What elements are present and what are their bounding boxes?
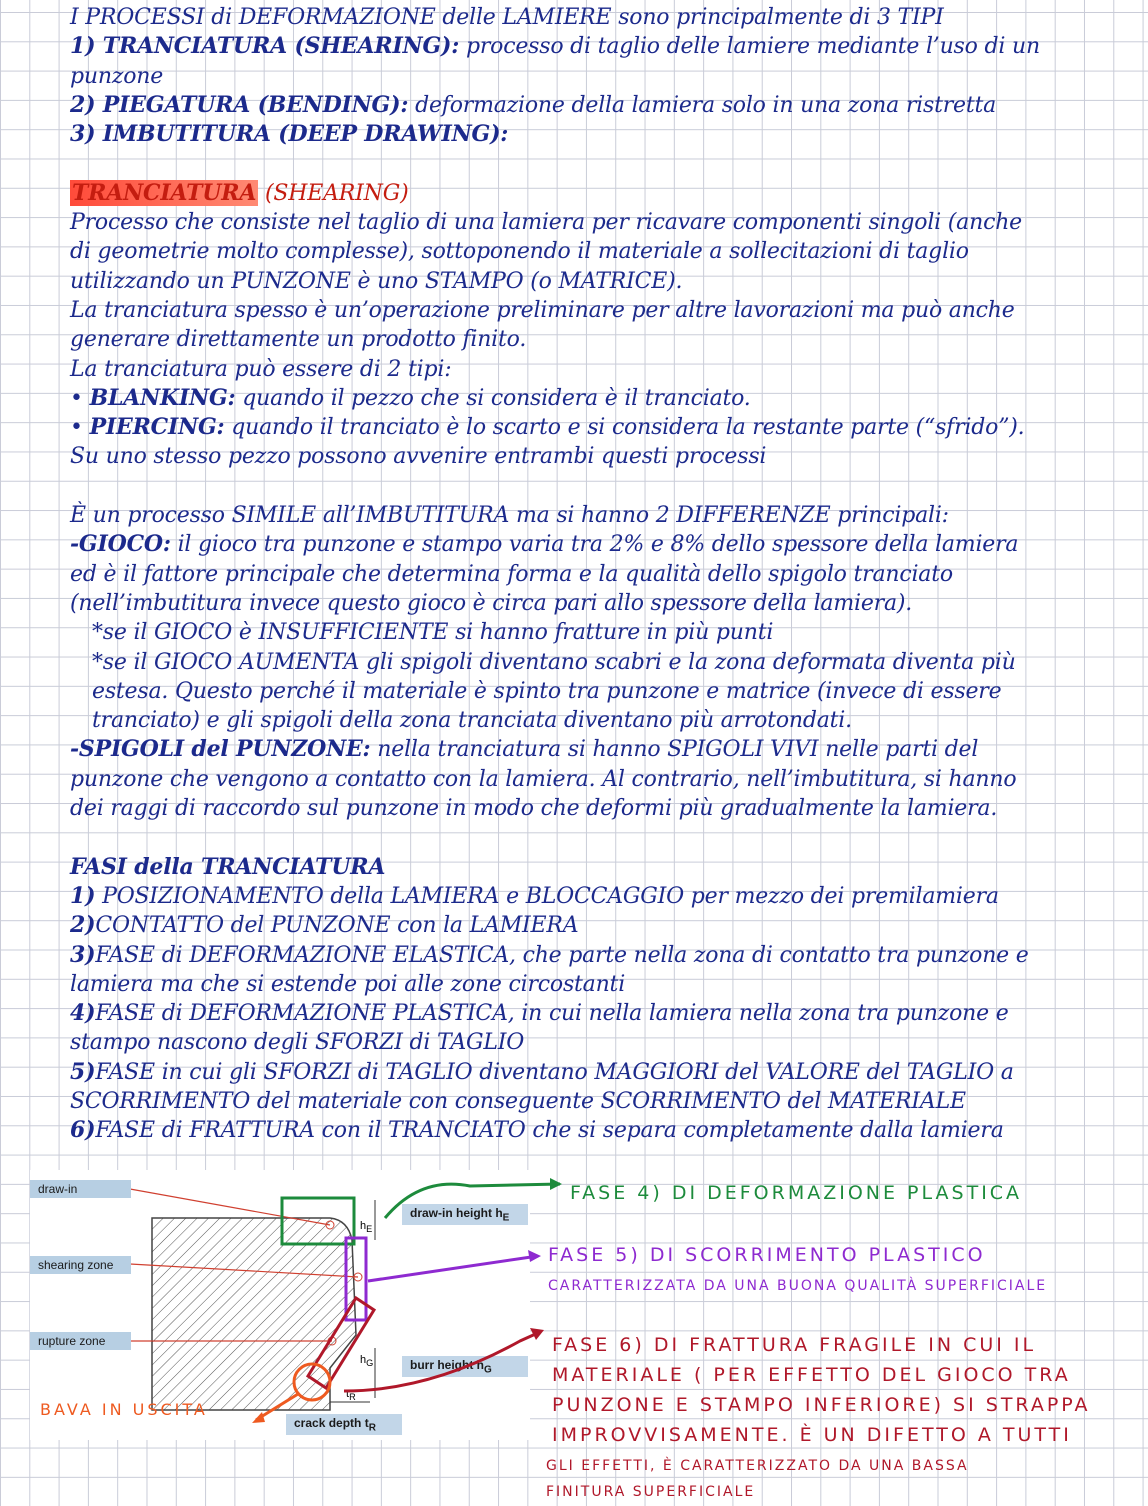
text-line: *se il GIOCO AUMENTA gli spigoli diventano scabri e la zona deformata diventa più xyxy=(92,649,1016,675)
burr-height-label: burr height $h_G$ xyxy=(402,1356,528,1377)
text-line: POSIZIONAMENTO della LAMIERA e BLOCCAGGIO per mezzo dei premilamiera xyxy=(95,883,999,909)
text-line: dei raggi di raccordo sul punzone in modo che deformi più gradualmente la lamiera. xyxy=(70,796,998,822)
text-line: FASE in cui gli SFORZI di TAGLIO diventano MAGGIORI del VALORE del TAGLIO a xyxy=(95,1059,1014,1085)
text-line: SCORRIMENTO del materiale con conseguente SCORRIMENTO del MATERIALE xyxy=(70,1088,966,1114)
intro-title: I PROCESSI di DEFORMAZIONE delle LAMIERE sono principalmente di 3 TIPI xyxy=(70,5,944,30)
bullet-glyph: • xyxy=(70,385,90,411)
blanking-text: quando il pezzo che si considera è il tranciato. xyxy=(235,385,751,411)
text-line: estesa. Questo perché il materiale è spinto tra punzone e matrice (invece di essere xyxy=(92,678,1002,704)
crack-depth-label: crack depth $t_R$ xyxy=(286,1414,402,1435)
note-phase4: FASE 4) DI DEFORMAZIONE PLASTICA xyxy=(570,1182,1023,1204)
type-1-label: 1) TRANCIATURA (SHEARING): xyxy=(70,33,460,60)
intro-line xyxy=(70,3,1130,32)
paragraph-line xyxy=(70,296,1130,325)
type-1 xyxy=(70,32,1130,61)
paragraph-line xyxy=(70,970,1130,999)
text-line: ed è il fattore principale che determina forma e la qualità dello spigolo tranciato xyxy=(70,561,953,587)
paragraph-line xyxy=(70,355,1130,384)
text-line: lamiera ma che si estende poi alle zone circostanti xyxy=(70,971,626,997)
star-line xyxy=(70,618,1130,647)
phase-number: 2) xyxy=(70,912,96,939)
gioco-label: -GIOCO: xyxy=(70,531,171,558)
paragraph-line xyxy=(70,237,1130,266)
text-line: La tranciatura può essere di 2 tipi: xyxy=(70,356,452,382)
spigoli-label: -SPIGOLI del PUNZONE: xyxy=(70,736,371,763)
paragraph-line xyxy=(70,442,1130,471)
shearing-title-highlight: TRANCIATURA xyxy=(72,179,257,206)
note-phase6-line5: GLI EFFETTI, È CARATTERIZZATO DA UNA BASSA xyxy=(546,1458,969,1474)
paragraph-line xyxy=(70,589,1130,618)
text-line: Processo che consiste nel taglio di una lamiera per ricavare componenti singoli (anche xyxy=(70,210,1022,236)
text-line: di geometrie molto complesse), sottoponendo il materiale a sollecitazioni di taglio xyxy=(70,239,969,265)
note-phase6-line1: FASE 6) DI FRATTURA FRAGILE IN CUI IL xyxy=(552,1334,1037,1356)
text-line: tranciato) e gli spigoli della zona tranciata diventano più arrotondati. xyxy=(92,708,852,734)
note-phase6-line4: IMPROVVISAMENTE. È UN DIFETTO A TUTTI xyxy=(552,1424,1072,1446)
type-1-text: processo di taglio delle lamiere mediante l’uso di un xyxy=(459,34,1040,60)
text-line: il gioco tra punzone e stampo varia tra 2% e 8% dello spessore della lamiera xyxy=(170,532,1019,558)
text-line: FASE di FRATTURA con il TRANCIATO che si separa completamente dalla lamiera xyxy=(95,1118,1004,1144)
type-2-label: 2) PIEGATURA (BENDING): xyxy=(70,91,409,118)
phase-number: 1) xyxy=(70,882,96,909)
notes-text xyxy=(70,3,1130,1146)
hG-label: $h_G$ xyxy=(360,1354,374,1369)
draw-in-height-label: draw-in height $h_E$ xyxy=(402,1204,528,1225)
shearing-title-rest: (SHEARING) xyxy=(258,180,409,206)
phase-number: 3) xyxy=(70,941,96,968)
text-line: È un processo SIMILE all’IMBUTITURA ma si hanno 2 DIFFERENZE principali: xyxy=(70,503,949,529)
text-line: *se il GIOCO è INSUFFICIENTE si hanno fratture in più punti xyxy=(92,620,774,646)
text-line: CONTATTO del PUNZONE con la LAMIERA xyxy=(95,913,579,939)
paragraph-line xyxy=(70,325,1130,354)
rupture-zone-label: rupture zone xyxy=(30,1332,131,1350)
tR-label: $t_R$ xyxy=(346,1388,356,1403)
phase-1 xyxy=(70,882,1130,911)
text-line: stampo nascono degli SFORZI di TAGLIO xyxy=(70,1030,525,1056)
phase-4 xyxy=(70,999,1130,1028)
note-phase6-line6: FINITURA SUPERFICIALE xyxy=(546,1484,756,1500)
note-phase5-sub: CARATTERIZZATA DA UNA BUONA QUALITÀ SUPERFICIALE xyxy=(548,1278,1048,1294)
arrowhead xyxy=(528,1250,541,1262)
type-1-cont xyxy=(70,62,1130,91)
type-2 xyxy=(70,91,1130,120)
draw-in-label: draw-in xyxy=(30,1180,131,1198)
blanking-label: BLANKING: xyxy=(89,384,236,411)
gioco-line xyxy=(70,530,1130,559)
paragraph-line xyxy=(70,208,1130,237)
phase-3 xyxy=(70,941,1130,970)
paragraph-line xyxy=(70,765,1130,794)
text-line: (nell’imbutitura invece questo gioco è circa pari allo spessore della lamiera). xyxy=(70,590,913,616)
text-line: utilizzando un PUNZONE è uno STAMPO (o MATRICE). xyxy=(70,268,683,294)
text-line: Su uno stesso pezzo possono avvenire entrambi questi processi xyxy=(70,444,767,470)
text-line: generare direttamente un prodotto finito. xyxy=(70,327,527,353)
paragraph-line xyxy=(70,560,1130,589)
text-line: nella tranciatura si hanno SPIGOLI VIVI nelle parti del xyxy=(370,737,979,763)
piercing-text: quando il tranciato è lo scarto e si considera la restante parte (“sfrido”). xyxy=(224,415,1025,441)
arrow-phase4 xyxy=(385,1184,560,1218)
note-phase5: FASE 5) DI SCORRIMENTO PLASTICO xyxy=(548,1244,986,1266)
phases-title xyxy=(70,853,1130,882)
phase-number: 5) xyxy=(70,1058,96,1085)
arrow-phase6 xyxy=(344,1332,540,1391)
bullet-piercing xyxy=(70,413,1130,442)
star-line xyxy=(70,648,1130,677)
text-line: La tranciatura spesso è un’operazione preliminare per altre lavorazioni ma può anche xyxy=(70,297,1015,323)
type-1-text-cont: punzone xyxy=(70,63,164,89)
phases-title-text: FASI della TRANCIATURA xyxy=(70,853,386,880)
phase-number: 6) xyxy=(70,1117,96,1144)
phase-2 xyxy=(70,911,1130,940)
piercing-label: PIERCING: xyxy=(89,414,225,441)
hE-label: $h_E$ xyxy=(360,1220,373,1235)
type-3 xyxy=(70,120,1130,149)
phase-5 xyxy=(70,1058,1130,1087)
bullet-blanking xyxy=(70,384,1130,413)
type-3-label: 3) IMBUTITURA (DEEP DRAWING): xyxy=(70,121,509,148)
differences-intro xyxy=(70,501,1130,530)
paragraph-line xyxy=(70,1087,1130,1116)
type-2-text: deformazione della lamiera solo in una zona ristretta xyxy=(408,92,997,118)
text-line: punzone che vengono a contatto con la lamiera. Al contrario, nell’imbutitura, si hanno xyxy=(70,766,1017,792)
text-line: FASE di DEFORMAZIONE PLASTICA, in cui nella lamiera nella zona tra punzone e xyxy=(95,1001,1009,1027)
star-line xyxy=(70,677,1130,706)
paragraph-line xyxy=(70,1028,1130,1057)
note-phase6-line2: MATERIALE ( PER EFFETTO DEL GIOCO TRA xyxy=(552,1364,1071,1386)
phase-number: 4) xyxy=(70,1000,96,1027)
shearing-zone-label: shearing zone xyxy=(30,1256,131,1274)
arrowhead xyxy=(550,1178,562,1190)
bullet-glyph: • xyxy=(70,415,90,441)
shearing-title xyxy=(70,179,1130,208)
note-burr: BAVA IN USCITA xyxy=(40,1400,208,1419)
note-phase6-line3: PUNZONE E STAMPO INFERIORE) SI STRAPPA xyxy=(552,1394,1091,1416)
paragraph-line xyxy=(70,267,1130,296)
phase-6 xyxy=(70,1116,1130,1145)
arrow-phase5 xyxy=(368,1256,538,1281)
spigoli-line xyxy=(70,735,1130,764)
star-line xyxy=(70,706,1130,735)
paragraph-line xyxy=(70,794,1130,823)
text-line: FASE di DEFORMAZIONE ELASTICA, che parte nella zona di contatto tra punzone e xyxy=(95,942,1029,968)
